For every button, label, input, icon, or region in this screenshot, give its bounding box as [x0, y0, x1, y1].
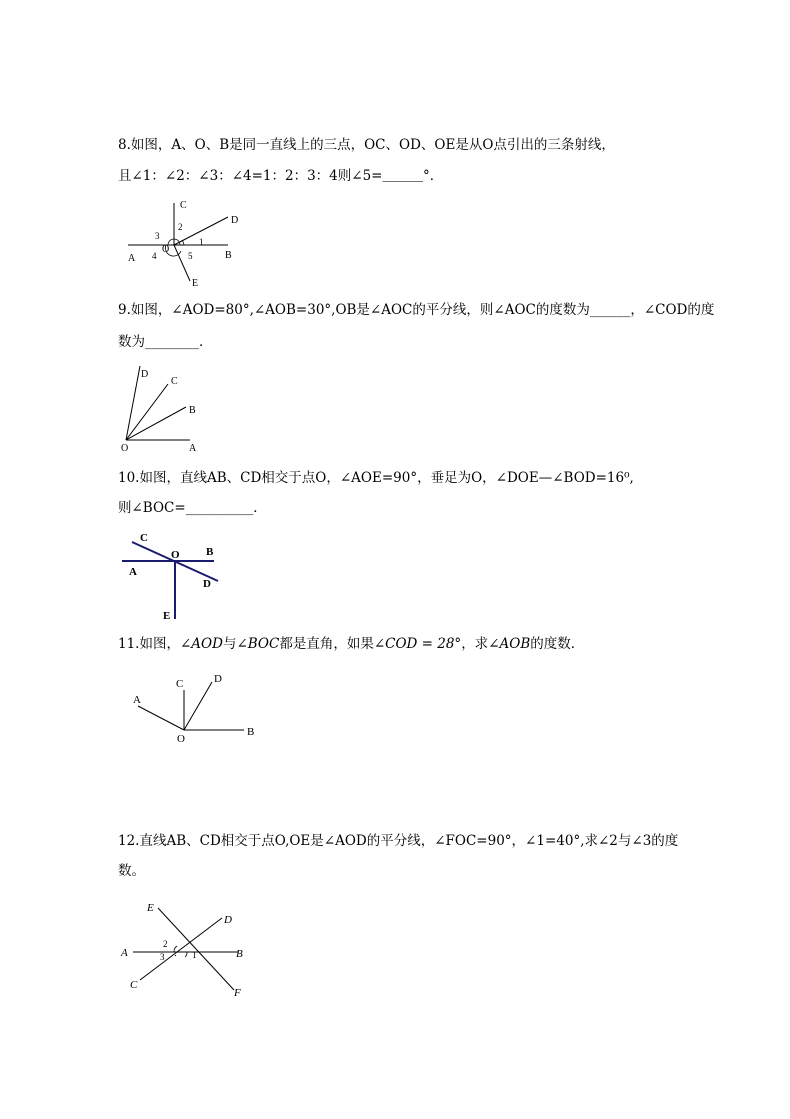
q12-arc-3 — [175, 955, 176, 956]
q10-label-b: B — [206, 546, 214, 558]
q10-label-e: E — [163, 610, 171, 622]
q8-label-c: C — [180, 200, 187, 211]
q11-angle-cod: ∠COD = 28° — [373, 636, 462, 652]
q12-line-ef — [158, 908, 234, 990]
q11-label-d: D — [214, 673, 222, 685]
q8-label-4: 4 — [152, 251, 157, 261]
q9-figure — [118, 362, 218, 457]
q12-arc-2 — [174, 946, 177, 952]
q12-label-e: E — [147, 902, 154, 914]
q9-text-line2: 数为________． — [118, 334, 213, 350]
q8-text-line2: 且∠1：∠2：∠3：∠4=1：2：3：4则∠5=＿＿＿°． — [118, 168, 444, 184]
q9-ray-ob — [126, 407, 186, 440]
q12-text-line1: 12.直线AB、CD相交于点O,OE是∠AOD的平分线，∠FOC=90°，∠1=40°,求∠2与∠3的度 — [118, 833, 679, 849]
q11-label-c: C — [176, 678, 184, 690]
q9-label-c: C — [171, 376, 178, 387]
q11-angle-aob: ∠AOB — [488, 636, 531, 652]
q10-label-c: C — [140, 532, 148, 544]
q12-arc-1 — [185, 952, 187, 957]
q10-label-d: D — [203, 578, 211, 590]
q9-label-o: O — [121, 443, 129, 454]
q8-label-2: 2 — [178, 222, 183, 232]
q11-mid1: 与 — [222, 636, 237, 652]
q9-label-d: D — [141, 369, 149, 380]
q8-label-a: A — [128, 253, 136, 264]
q9-ray-od — [126, 366, 140, 440]
q8-label-3: 3 — [155, 231, 160, 241]
q11-prefix: 11.如图， — [118, 636, 180, 652]
q12-label-b: B — [236, 948, 243, 960]
q12-figure — [118, 898, 258, 1003]
q9-label-b: B — [189, 405, 196, 416]
q10-label-o: O — [171, 549, 180, 561]
q8-label-o: O — [162, 244, 170, 255]
q11-mid3: ，求 — [461, 636, 489, 652]
q12-label-1: 1 — [192, 950, 197, 960]
q11-mid2: 都是直角，如果 — [279, 636, 374, 652]
q10-text-line1: 10.如图，直线AB、CD相交于点O，∠AOE=90°，垂足为O，∠DOE—∠BOD=16⁰, — [118, 470, 634, 486]
q12-label-c: C — [130, 979, 138, 991]
q11-angle-aod: ∠AOD — [179, 636, 223, 652]
q12-label-d: D — [224, 914, 232, 926]
q8-label-d: D — [231, 215, 239, 226]
q8-figure — [118, 195, 248, 290]
q9-ray-oc — [126, 384, 168, 440]
q12-label-3: 3 — [160, 952, 165, 962]
q8-label-e: E — [192, 278, 199, 289]
q11-suffix: 的度数． — [530, 636, 585, 652]
q12-line-cd — [140, 918, 222, 980]
q11-label-b: B — [247, 726, 255, 738]
q8-text-line1: 8.如图，A、O、B是同一直线上的三点，OC、OD、OE是从O点引出的三条射线， — [118, 137, 615, 153]
q8-label-b: B — [225, 250, 232, 261]
q10-label-a: A — [129, 566, 137, 578]
q10-text-line2: 则∠BOC=__________． — [118, 500, 267, 516]
q8-label-1: 1 — [199, 237, 204, 247]
q12-label-f: F — [234, 987, 241, 999]
q12-label-a: A — [121, 947, 128, 959]
q11-label-o: O — [177, 733, 185, 745]
q8-label-5: 5 — [188, 251, 193, 261]
q12-label-2: 2 — [163, 939, 168, 949]
q9-text-line1: 9.如图，∠AOD=80°,∠AOB=30°,OB是∠AOC的平分线，则∠AOC的度数为______，∠COD的度 — [118, 302, 715, 318]
q9-label-a: A — [189, 443, 197, 454]
q11-ray-od — [184, 682, 212, 730]
q11-label-a: A — [133, 694, 141, 706]
q11-figure — [128, 668, 268, 748]
q10-figure — [118, 527, 228, 622]
q11-text — [118, 635, 584, 653]
q11-ray-oa — [138, 706, 184, 730]
q12-text-line2: 数。 — [118, 863, 145, 879]
q11-angle-boc: ∠BOC — [236, 636, 280, 652]
